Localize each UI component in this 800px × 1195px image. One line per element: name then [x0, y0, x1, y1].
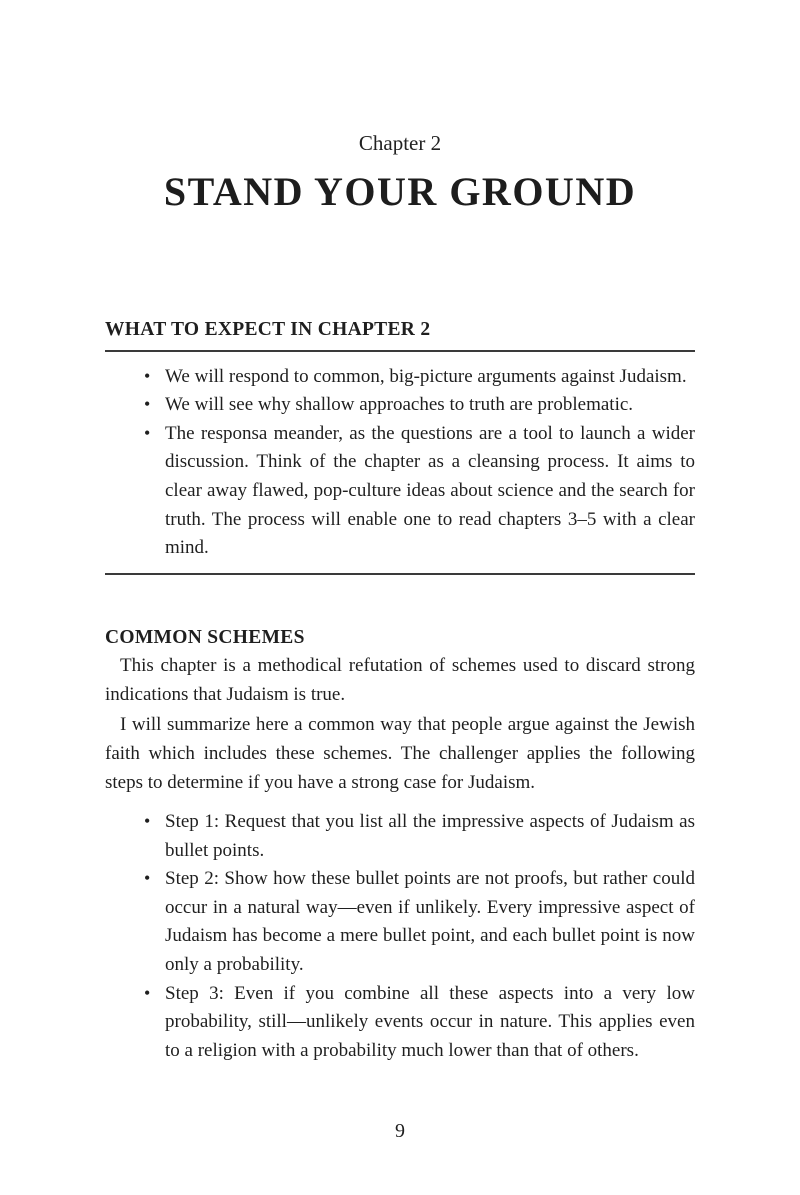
common-schemes-heading: COMMON SCHEMES	[105, 626, 305, 648]
chapter-label: Chapter 2	[358, 131, 442, 155]
list-item: • Step 3: Even if you combine all these aspects into a very low probability, still—unlikely events occur in nature. This applies even to a religion with a probability much lower than that of others.	[105, 980, 695, 1066]
list-item: • Step 1: Request that you list all the impressive aspects of Judaism as bullet points.	[105, 808, 695, 865]
page-number: 9	[395, 1120, 405, 1142]
expect-section-heading: WHAT TO EXPECT IN CHAPTER 2	[105, 317, 695, 351]
expect-section	[105, 317, 695, 575]
page-content	[105, 0, 695, 1065]
paragraph: I will summarize here a common way that people argue against the Jewish faith which includes these schemes. The challenger applies the following steps to determine if you have a strong case for Judaism.	[105, 714, 695, 793]
paragraph: This chapter is a methodical refutation of schemes used to discard strong indications that Judaism is true.	[105, 655, 695, 705]
steps-list	[105, 808, 695, 1065]
list-item: • Step 2: Show how these bullet points are not proofs, but rather could occur in a natural way—even if unlikely. Every impressive aspect of Judaism has become a mere bullet point, and each bullet point is now only a probability.	[105, 865, 695, 979]
section-divider-rule	[105, 573, 695, 575]
common-schemes-section	[105, 625, 695, 1066]
expect-bullet-list	[105, 363, 695, 563]
chapter-title: STAND YOUR GROUND	[163, 169, 637, 215]
list-item: • The responsa meander, as the questions are a tool to launch a wider discussion. Think of the chapter as a cleansing process. It aims to clear away flawed, pop-culture ideas about science and the search for truth. The process will enable one to read chapters 3–5 with a clear mind.	[105, 420, 695, 563]
list-item: • We will see why shallow approaches to truth are problematic.	[105, 391, 695, 420]
list-item: • We will respond to common, big-picture arguments against Judaism.	[105, 363, 695, 392]
